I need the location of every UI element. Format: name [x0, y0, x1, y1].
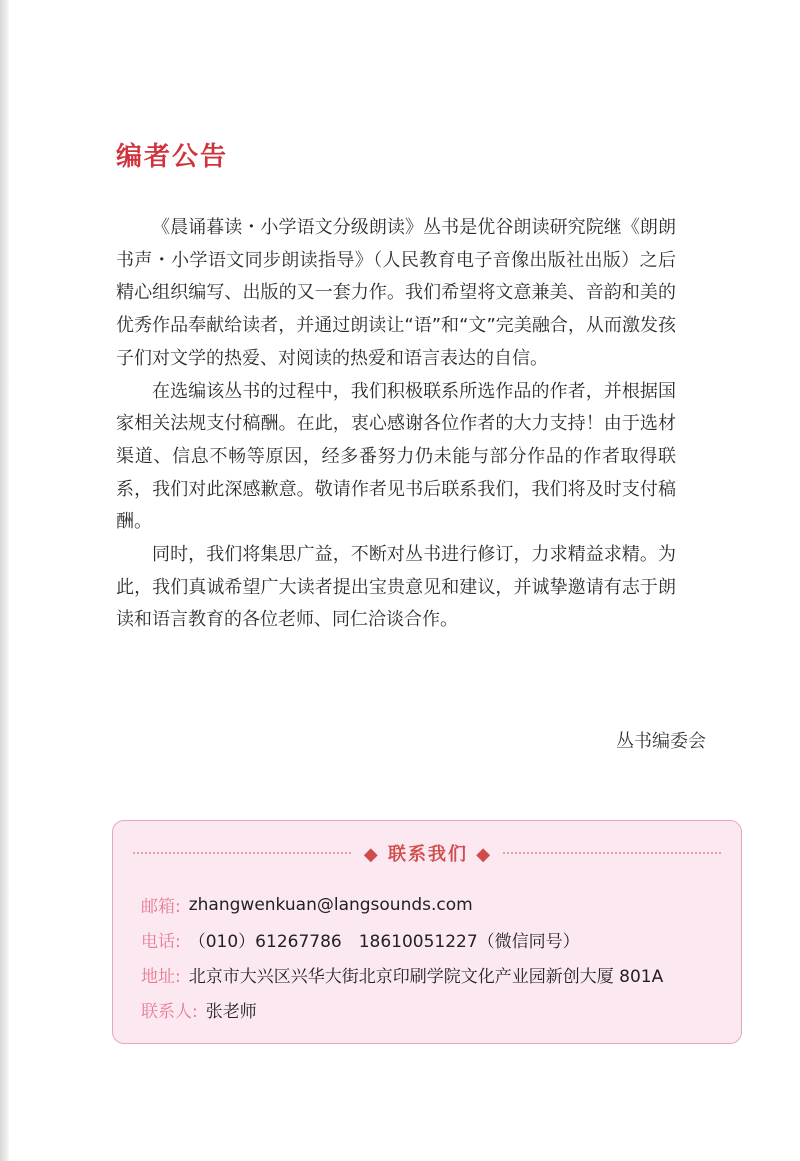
contact-row-phone	[141, 922, 731, 957]
contact-title-text: 联系我们	[388, 844, 468, 865]
address-label: 地址:	[141, 967, 181, 987]
dotted-divider-right	[503, 852, 721, 854]
notice-paragraph-1: 《晨诵暮读・小学语文分级朗读》丛书是优谷朗读研究院继《朗朗书声・小学语文同步朗读指导》（人民教育电子音像出版社出版）之后精心组织编写、出版的又一套力作。我们希望将文意兼美、音韵和美的优秀作品奉献给读者，并通过朗读让“语”和“文”完美融合，从而激发孩子们对文学的热爱、对阅读的热爱和语言表达的自信。	[116, 217, 676, 369]
address-value: 北京市大兴区兴华大街北京印刷学院文化产业园新创大厦 801A	[188, 967, 664, 987]
contact-row-email	[141, 887, 731, 922]
person-label: 联系人:	[141, 1002, 198, 1022]
contact-row-person	[141, 992, 731, 1027]
notice-paragraph-2: 在选编该丛书的过程中，我们积极联系所选作品的作者，并根据国家相关法规支付稿酬。在此，衷心感谢各位作者的大力支持！由于选材渠道、信息不畅等原因，经多番努力仍未能与部分作品的作者取得联系，我们对此深感歉意。敬请作者见书后联系我们，我们将及时支付稿酬。	[116, 380, 676, 533]
phone-value: （010）61267786 18610051227（微信同号）	[188, 932, 580, 952]
book-spine-edge	[0, 0, 9, 1161]
notice-paragraph-3: 同时，我们将集思广益，不断对丛书进行修订，力求精益求精。为此，我们真诚希望广大读者提出宝贵意见和建议，并诚挚邀请有志于朗读和语言教育的各位老师、同仁洽谈合作。	[116, 544, 676, 631]
notice-body	[116, 212, 676, 637]
page-title: 编者公告	[116, 142, 229, 172]
signature: 丛书编委会	[616, 731, 706, 752]
person-value: 张老师	[205, 1002, 257, 1022]
contact-row-address	[141, 957, 731, 992]
dotted-divider-left	[133, 852, 351, 854]
email-label: 邮箱:	[141, 897, 181, 917]
email-value[interactable]: zhangwenkuan@langsounds.com	[188, 894, 473, 915]
contact-header	[133, 833, 721, 873]
phone-label: 电话:	[141, 932, 181, 952]
diamond-icon: ◆	[468, 844, 493, 865]
contact-box	[112, 820, 742, 1044]
contact-rows	[141, 887, 731, 1027]
diamond-icon: ◆	[363, 844, 388, 865]
contact-title	[351, 840, 505, 866]
